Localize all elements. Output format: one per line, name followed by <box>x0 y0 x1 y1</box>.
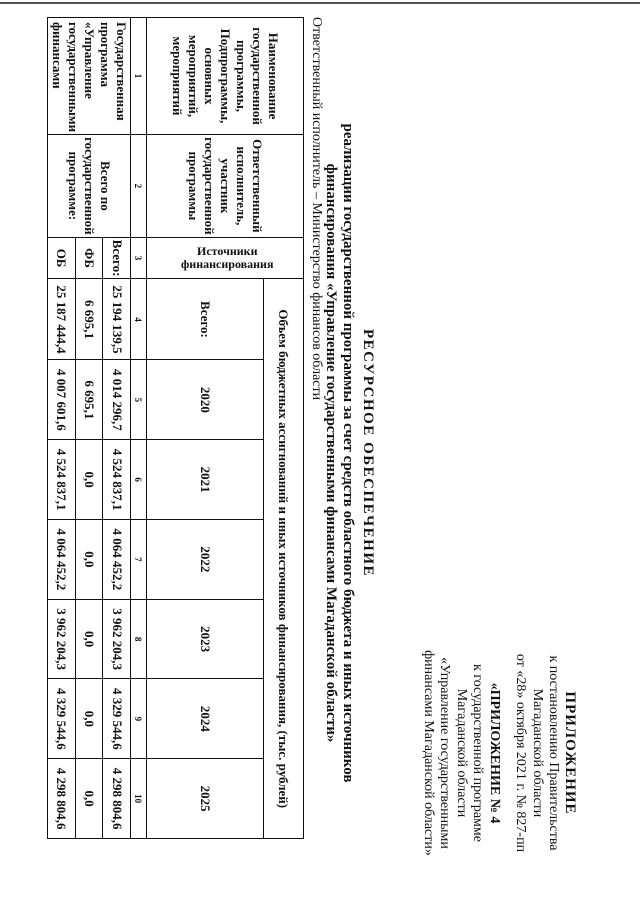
top-rule <box>0 2 640 4</box>
table-cell: 25 187 444,4 <box>48 278 76 359</box>
header-year: 2025 <box>147 758 264 838</box>
header-source-cell <box>147 237 304 279</box>
column-number: 9 <box>131 678 147 758</box>
program-executor: Всего по государственной программе: <box>48 134 131 237</box>
table-cell: 25 194 139,5 <box>103 278 131 359</box>
header-year: 2021 <box>147 439 264 519</box>
header-volume: Объем бюджетных ассигнований и иных источников финансирования, (тыс. рублей) <box>263 278 303 838</box>
appendix-subline: Магаданской области <box>454 688 469 817</box>
document-heading <box>322 83 376 823</box>
resource-table <box>47 17 304 839</box>
column-number: 3 <box>131 237 147 279</box>
table-cell: 6 695,1 <box>75 359 103 439</box>
row-source: ФБ <box>75 237 103 279</box>
column-number: 5 <box>131 359 147 439</box>
table-cell: 4 298 804,6 <box>48 758 76 838</box>
program-name: Государственная программа «Управление государственными финансами <box>48 17 131 134</box>
table-cell: 4 298 804,6 <box>103 758 131 838</box>
appendix-title: ПРИЛОЖЕНИЕ <box>562 690 578 815</box>
column-number: 4 <box>131 278 147 359</box>
table-cell: 4 014 296,7 <box>103 359 131 439</box>
appendix-line: Магаданской области <box>530 688 545 817</box>
table-row <box>103 17 131 838</box>
heading-line: реализации государственной программы за счет средств областного бюджета и иных источников <box>340 123 356 782</box>
appendix-subline: к государственной программе <box>470 663 486 842</box>
table-cell: 4 329 544,6 <box>103 678 131 758</box>
heading-line: финансирования «Управление государственными финансами Магаданской области» <box>323 163 339 742</box>
header-executor: Ответственный исполнитель, участник государственной программы <box>147 134 304 237</box>
table-cell: 4 064 452,2 <box>103 519 131 599</box>
table-cell: 0,0 <box>75 678 103 758</box>
appendix-line: к постановлению Правительства <box>546 654 562 851</box>
header-source: Источники финансирования <box>180 243 274 271</box>
table-cell: 6 695,1 <box>75 278 103 359</box>
table-cell: 0,0 <box>75 519 103 599</box>
document-page <box>20 13 620 893</box>
column-number: 8 <box>131 599 147 679</box>
table-cell: 4 524 837,1 <box>103 439 131 519</box>
heading-title: РЕСУРСНОЕ ОБЕСПЕЧЕНИЕ <box>360 328 376 577</box>
column-number: 1 <box>131 17 147 134</box>
table-cell: 4 524 837,1 <box>48 439 76 519</box>
appendix-line: от «28» октября 2021 г. № 827-пп <box>513 653 529 852</box>
header-year: 2023 <box>147 599 264 679</box>
row-source: ОБ <box>48 237 76 279</box>
column-number: 10 <box>131 758 147 838</box>
table-cell: 0,0 <box>75 599 103 679</box>
column-number: 6 <box>131 439 147 519</box>
header-total: Всего: <box>147 278 264 359</box>
appendix-subtitle: «ПРИЛОЖЕНИЕ № 4 <box>487 682 502 823</box>
header-year: 2024 <box>147 678 264 758</box>
table-cell: 0,0 <box>75 439 103 519</box>
header-year: 2020 <box>147 359 264 439</box>
appendix-block <box>420 603 579 903</box>
table-cell: 3 962 204,3 <box>103 599 131 679</box>
table-cell: 3 962 204,3 <box>48 599 76 679</box>
appendix-subline: «Управление государственными <box>437 656 453 849</box>
table-cell: 4 064 452,2 <box>48 519 76 599</box>
column-number: 2 <box>131 134 147 237</box>
table-cell: 0,0 <box>75 758 103 838</box>
appendix-subline: финансами Магаданской области» <box>421 649 436 856</box>
row-source: Всего: <box>103 237 131 279</box>
table-cell: 4 329 544,6 <box>48 678 76 758</box>
header-year: 2022 <box>147 519 264 599</box>
column-number: 7 <box>131 519 147 599</box>
responsible-executor: Ответственный исполнитель – Министерство финансов области <box>309 16 324 400</box>
table-cell: 4 007 601,6 <box>48 359 76 439</box>
header-name: Наименование государственной программы, Подпрограммы, основных мероприятий, мероприятий <box>147 17 304 134</box>
